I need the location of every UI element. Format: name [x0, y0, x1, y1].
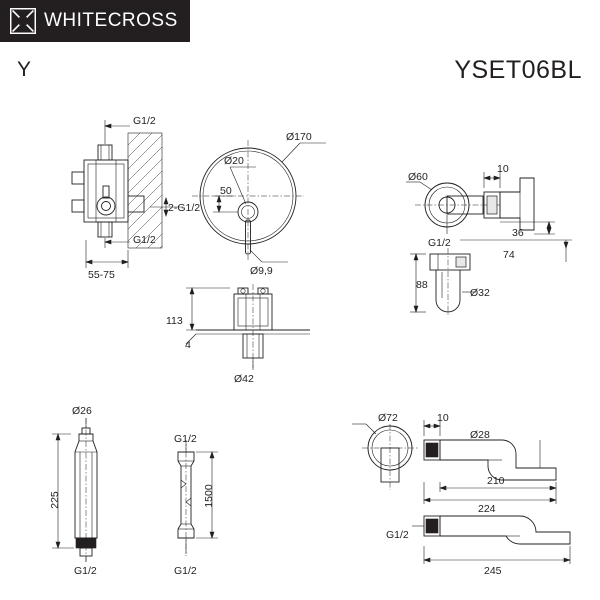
label-shower-head-diameter: Ø26 [72, 405, 92, 417]
drawing-hose [174, 433, 218, 577]
drawing-trim-plate [192, 131, 326, 277]
label-wall-thickness: 4 [185, 339, 191, 351]
model-title: YSET06BL [454, 56, 582, 84]
label-shower-length: 225 [49, 491, 61, 509]
label-spout-height: 113 [166, 315, 183, 327]
drawing-bath-spout [352, 412, 570, 577]
drawing-hand-shower-holder [406, 163, 572, 316]
drawing-spout-body [166, 284, 310, 385]
label-spout-diameter: Ø28 [470, 429, 490, 441]
label-holder-height: 88 [416, 279, 428, 291]
label-hose-top-connection: G1/2 [174, 433, 197, 445]
label-spout-offset: 10 [437, 412, 449, 424]
drawing-hand-shower [49, 405, 97, 577]
label-handle-diameter: Ø20 [224, 155, 244, 167]
label-plate-diameter: Ø170 [286, 131, 312, 143]
label-outlet-connection: G1/2 [428, 237, 451, 249]
label-wall-depth: 55-75 [88, 269, 115, 281]
series-title: Y [17, 58, 32, 81]
label-spout-overall: 245 [484, 565, 502, 577]
label-side-outlets: 2-G1/2 [168, 202, 201, 214]
label-lever-diameter: Ø9,9 [250, 265, 273, 277]
label-top-inlet: G1/2 [133, 115, 156, 127]
label-depth-short: 36 [512, 227, 524, 239]
label-pipe-diameter: Ø42 [234, 373, 254, 385]
label-spout-total-length: 224 [478, 503, 496, 515]
label-shower-connection: G1/2 [74, 565, 97, 577]
label-hose-bottom-connection: G1/2 [174, 565, 197, 577]
brand-name: WHITECROSS [44, 10, 178, 31]
label-spout-flange-diameter: Ø72 [378, 412, 398, 424]
label-spout-reach: 210 [487, 475, 505, 487]
label-bottom-inlet: G1/2 [133, 234, 156, 246]
label-holder-diameter: Ø32 [470, 287, 490, 299]
drawing-concealed-body [72, 115, 200, 281]
label-outlet-offset: 10 [497, 163, 509, 175]
label-hose-length: 1500 [203, 484, 215, 508]
label-flange-diameter: Ø60 [408, 171, 428, 183]
label-spout-connection: G1/2 [386, 529, 409, 541]
label-handle-offset: 50 [220, 185, 232, 197]
label-depth-long: 74 [503, 249, 515, 261]
